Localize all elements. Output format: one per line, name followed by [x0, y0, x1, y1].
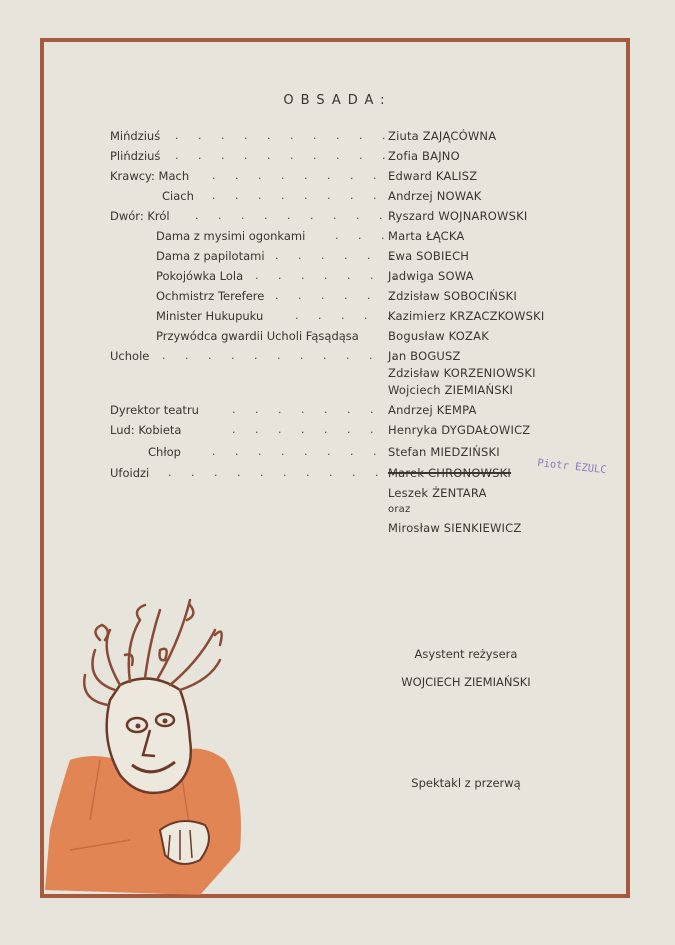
leader-dots: . . . . . . . . — [212, 189, 385, 202]
leader-dots: . . . . . . . — [255, 269, 405, 282]
actor-name: Stefan MIEDZIŃSKI — [388, 445, 500, 459]
actor-name-struck: Marek CHRONOWSKI — [388, 466, 512, 480]
actor-name: Zdzisław SOBOCIŃSKI — [388, 289, 517, 303]
actor-name: Marta ŁĄCKA — [388, 229, 465, 243]
cast-row — [0, 521, 675, 539]
role-name: Pokojówka Lola — [156, 269, 244, 283]
actor-name: Leszek ŻENTARA — [388, 486, 487, 500]
leader-dots: . . . . . . . . — [212, 445, 385, 458]
actor-name: Henryka DYGDAŁOWICZ — [388, 423, 531, 437]
cast-row — [0, 189, 675, 207]
cast-row — [0, 329, 675, 347]
leader-dots: . . . . . . . . . . . — [168, 466, 410, 479]
leader-dots: . . . . . . . . . — [195, 209, 391, 222]
cast-row — [0, 403, 675, 421]
cast-row — [0, 249, 675, 267]
role-name: Chłop — [148, 445, 181, 459]
leader-dots: . . . . . . — [275, 289, 402, 302]
cast-row — [0, 149, 675, 167]
cast-row — [0, 169, 675, 187]
actor-name: Zdzisław KORZENIOWSKI — [388, 366, 536, 380]
cast-row — [0, 423, 675, 441]
cast-row — [0, 504, 675, 522]
actor-name: Ryszard WOJNAROWSKI — [388, 209, 528, 223]
actor-name: Mirosław SIENKIEWICZ — [388, 521, 522, 535]
cast-row — [0, 269, 675, 287]
cast-row — [0, 486, 675, 504]
role-name: Uchole — [110, 349, 150, 363]
leader-dots: . . . — [335, 229, 393, 242]
cast-row — [0, 229, 675, 247]
leader-dots: . . . . . . . . — [212, 169, 385, 182]
role-name: Plińdziuś — [110, 149, 161, 163]
cast-row — [0, 209, 675, 227]
role-name: Dwór: Król — [110, 209, 170, 223]
leader-dots: . . . . . . . . . . — [175, 129, 394, 142]
leader-dots: . . . . . . . . — [232, 403, 405, 416]
figure-illustration — [40, 590, 270, 910]
leader-dots: . . . . . — [295, 309, 399, 322]
cast-row — [0, 383, 675, 401]
role-name: Lud: Kobieta — [110, 423, 182, 437]
conjunction-text: oraz — [388, 504, 411, 515]
role-name: Przywódca gwardii Ucholi Fąsądąsa — [156, 329, 359, 343]
actor-name: Bogusław KOZAK — [388, 329, 489, 343]
cast-row — [0, 129, 675, 147]
actor-name: Andrzej KEMPA — [388, 403, 477, 417]
actor-name: Andrzej NOWAK — [388, 189, 482, 203]
role-name: Mińdziuś — [110, 129, 161, 143]
cast-row — [0, 366, 675, 384]
leader-dots: . . . . . . — [275, 249, 402, 262]
actor-name: Edward KALISZ — [388, 169, 478, 183]
actor-name: Wojciech ZIEMIAŃSKI — [388, 383, 514, 397]
leader-dots: . . . . . . . . . . . — [162, 349, 404, 362]
role-name: Krawcy: Mach — [110, 169, 190, 183]
actor-name: Ziuta ZAJĄCÓWNA — [388, 129, 497, 143]
role-name: Ufoidzi — [110, 466, 150, 480]
role-name: Ochmistrz Terefere — [156, 289, 265, 303]
role-name: Minister Hukupuku — [156, 309, 264, 323]
cast-heading: OBSADA: — [283, 93, 392, 108]
assistant-name: WOJCIECH ZIEMIAŃSKI — [401, 675, 531, 689]
leader-dots: . . . . . . . . . . — [175, 149, 394, 162]
cast-row — [0, 349, 675, 367]
actor-name: Kazimierz KRZACZKOWSKI — [388, 309, 545, 323]
role-name: Dama z mysimi ogonkami — [156, 229, 306, 243]
actor-name: Zofia BAJNO — [388, 149, 460, 163]
handwritten-stamp: Piotr EZULC — [536, 457, 608, 477]
cast-row — [0, 289, 675, 307]
role-name: Ciach — [162, 189, 194, 203]
intermission-note: Spektakl z przerwą — [411, 776, 521, 790]
actor-name: Jan BOGUSZ — [388, 349, 461, 363]
assistant-label: Asystent reżysera — [414, 647, 518, 661]
role-name: Dama z papilotami — [156, 249, 265, 263]
cast-row — [0, 309, 675, 327]
actor-name: Jadwiga SOWA — [388, 269, 474, 283]
actor-name: Ewa SOBIECH — [388, 249, 470, 263]
role-name: Dyrektor teatru — [110, 403, 199, 417]
leader-dots: . . . . . . . . — [232, 423, 405, 436]
